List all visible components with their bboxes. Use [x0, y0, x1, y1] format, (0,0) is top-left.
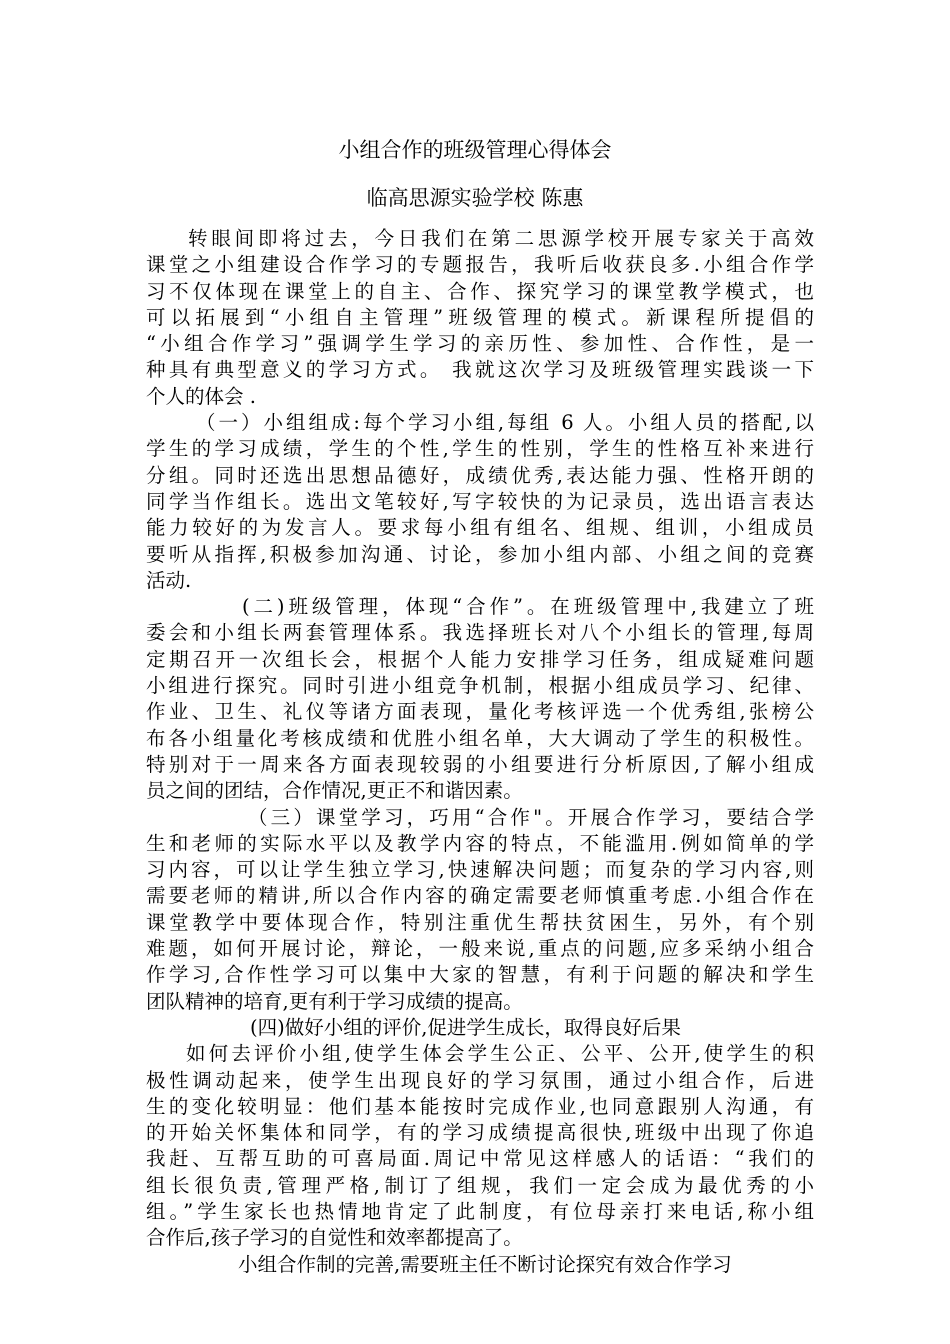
section-heading: (四)做好小组的评价,促进学生成长，取得良好后果 [250, 1015, 681, 1039]
text-line: 团队精神的培育,更有利于学习成绩的提高。 [146, 989, 523, 1013]
text-line: 要听从指挥,积极参加沟通、讨论，参加小组内部、小组之间的竞赛 [146, 542, 814, 566]
text-line: 生的变化较明显：他们基本能按时完成作业,也同意跟别人沟通，有 [146, 1094, 814, 1118]
author-line: 临高思源实验学校 陈惠 [366, 186, 584, 210]
text-line: 我赶、互帮互助的可喜局面.周记中常见这样感人的话语：“我们的 [146, 1147, 814, 1171]
text-line: 活动. [146, 568, 192, 592]
text-line: 可以拓展到“小组自主管理”班级管理的模式。新课程所提倡的 [146, 305, 814, 329]
text-line: 如何去评价小组,使学生体会学生公正、公平、公开,使学生的积 [186, 1042, 814, 1066]
text-line: 作学习,合作性学习可以集中大家的智慧，有利于问题的解决和学生 [146, 963, 814, 987]
text-line: 定期召开一次组长会，根据个人能力安排学习任务，组成疑难问题 [146, 647, 814, 671]
text-line: 课堂教学中要体现合作，特别注重优生帮扶贫困生，另外，有个别 [146, 910, 814, 934]
text-line: 个人的体会 . [146, 384, 256, 408]
text-line: 合作后,孩子学习的自觉性和效率都提高了。 [146, 1226, 523, 1250]
text-line: 组。”学生家长也热情地肯定了此制度，有位母亲打来电话,称小组 [146, 1199, 814, 1223]
text-line: 学生的学习成绩，学生的个性,学生的性别，学生的性格互补来进行 [146, 437, 814, 461]
text-line: （三）课堂学习，巧用“合作"。开展合作学习，要结合学 [248, 805, 814, 829]
text-line: 委会和小组长两套管理体系。我选择班长对八个小组长的管理,每周 [146, 621, 814, 645]
text-line: 习不仅体现在课堂上的自主、合作、探究学习的课堂教学模式，也 [146, 279, 814, 303]
text-line: 布各小组量化考核成绩和优胜小组名单，大大调动了学生的积极性。 [146, 726, 814, 750]
text-line: 课堂之小组建设合作学习的专题报告，我听后收获良多.小组合作学 [146, 253, 814, 277]
text-line: “小组合作学习”强调学生学习的亲历性、参加性、合作性，是一 [146, 332, 814, 356]
text-line: 生和老师的实际水平以及教学内容的特点，不能滥用.例如简单的学 [146, 831, 814, 855]
text-line: 转眼间即将过去，今日我们在第二思源学校开展专家关于高效 [188, 227, 814, 250]
text-line: 能力较好的为发言人。要求每小组有组名、组规、组训，小组成员 [146, 516, 814, 540]
text-line: 特别对于一周来各方面表现较弱的小组要进行分析原因,了解小组成 [146, 752, 814, 776]
text-line: （一）小组组成:每个学习小组,每组 6 人。小组人员的搭配,以 [196, 411, 814, 435]
text-line: 员之间的团结，合作情况,更正不和谐因素。 [146, 779, 523, 803]
text-line: 习内容，可以让学生独立学习,快速解决问题；而复杂的学习内容,则 [146, 858, 814, 882]
text-line: 小组进行探究。同时引进小组竞争机制，根据小组成员学习、纪律、 [146, 674, 814, 698]
text-line: 种具有典型意义的学习方式。 我就这次学习及班级管理实践谈一下 [146, 358, 814, 382]
document-title: 小组合作的班级管理心得体会 [338, 138, 612, 162]
text-line: (二)班级管理，体现“合作”。在班级管理中,我建立了班 [242, 595, 814, 619]
text-line: 的开始关怀集体和同学，有的学习成绩提高很快,班级中出现了你追 [146, 1121, 814, 1145]
text-line: 需要老师的精讲,所以合作内容的确定需要老师慎重考虑.小组合作在 [146, 884, 814, 908]
text-line: 小组合作制的完善,需要班主任不断讨论探究有效合作学习 [238, 1252, 732, 1276]
document-body [146, 226, 814, 1278]
text-line: 难题，如何开展讨论，辩论，一般来说,重点的问题,应多采纳小组合 [146, 937, 814, 961]
text-line: 组长很负责,管理严格,制订了组规，我们一定会成为最优秀的小 [146, 1173, 814, 1197]
text-line: 同学当作组长。选出文笔较好,写字较快的为记录员，选出语言表达 [146, 489, 814, 513]
text-line: 作业、卫生、礼仪等诸方面表现，量化考核评选一个优秀组,张榜公 [146, 700, 814, 724]
text-line: 分组。同时还选出思想品德好，成绩优秀,表达能力强、性格开朗的 [146, 463, 814, 487]
text-line: 极性调动起来，使学生出现良好的学习氛围，通过小组合作，后进 [146, 1068, 814, 1092]
